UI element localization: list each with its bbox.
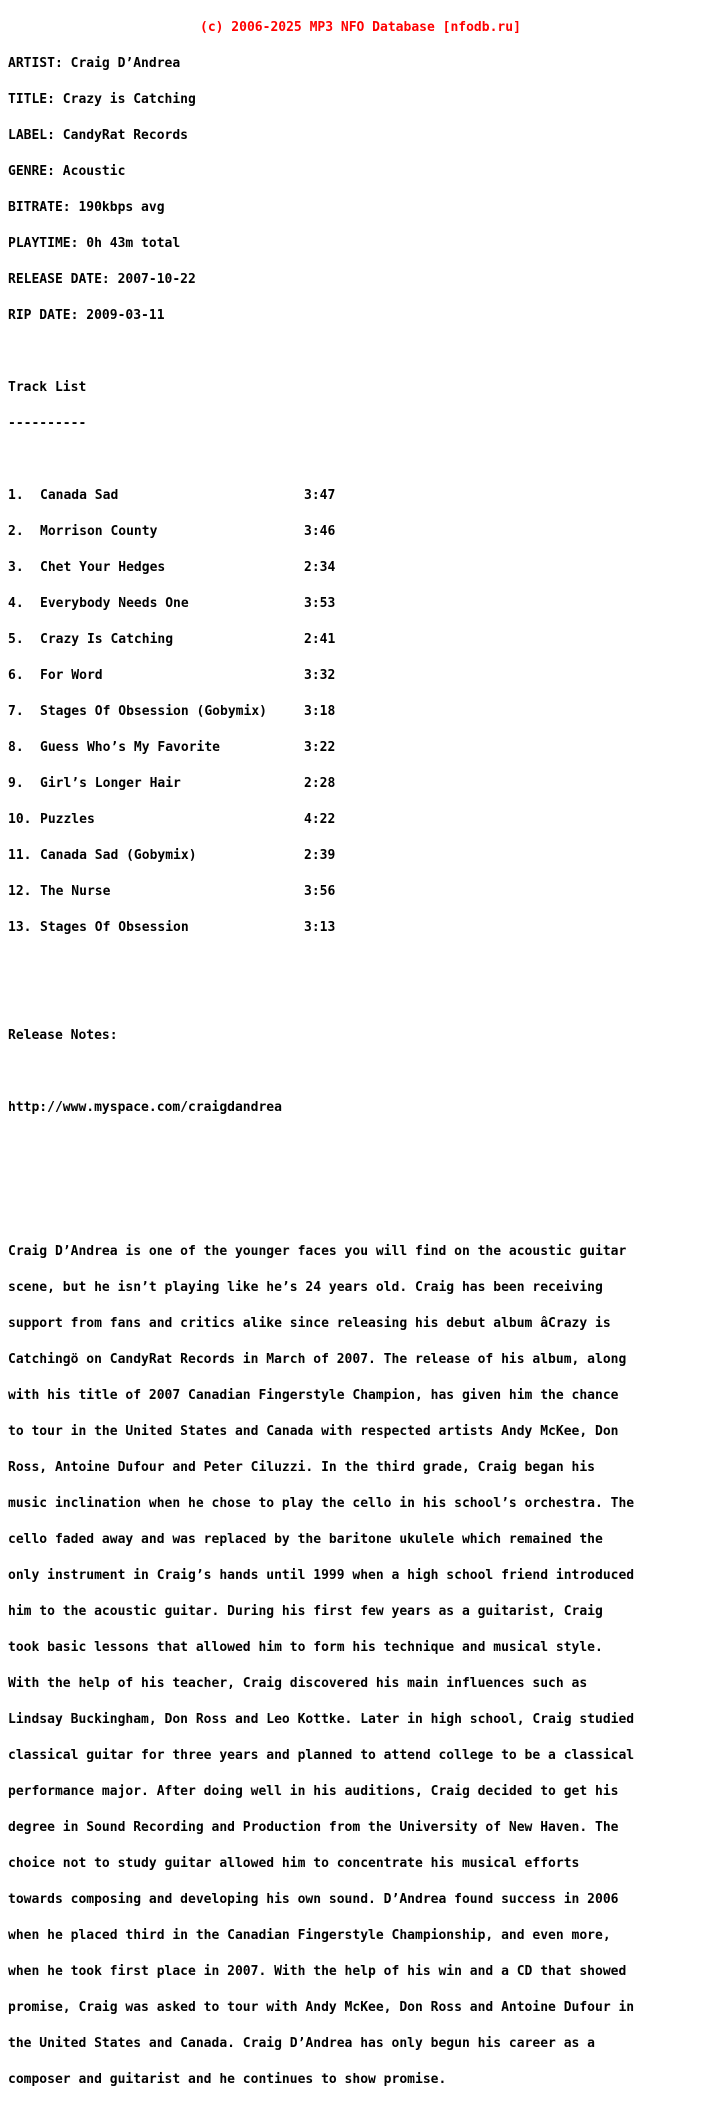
track-number: 4.	[8, 596, 24, 611]
paragraph-line: only instrument in Craig’s hands until 1999 when a high school friend introduced	[8, 1568, 635, 1583]
paragraph-line: him to the acoustic guitar. During his first few years as a guitarist, Craig	[8, 1604, 603, 1619]
blank-line	[8, 346, 634, 358]
paragraph-line: Catchingö on CandyRat Records in March of 2007. The release of his album, along	[8, 1352, 627, 1367]
track-number: 10.	[8, 812, 32, 827]
track-time: 2:28	[304, 776, 336, 791]
track-time: 3:47	[304, 488, 336, 503]
paragraph-line: scene, but he isn’t playing like he’s 24 years old. Craig has been receiving	[8, 1280, 603, 1295]
tracklist-underline: ----------	[8, 416, 87, 431]
info-playtime: PLAYTIME: 0h 43m total	[8, 236, 181, 251]
track-title: Guess Who’s My Favorite	[40, 740, 221, 755]
track-title: Puzzles	[40, 812, 95, 827]
track-title: Crazy Is Catching	[40, 632, 174, 647]
paragraph-line: promise, Craig was asked to tour with Andy McKee, Don Ross and Antoine Dufour in	[8, 2000, 635, 2015]
track-time: 2:39	[304, 848, 336, 863]
track-time: 2:34	[304, 560, 336, 575]
paragraph-line: performance major. After doing well in his auditions, Craig decided to get his	[8, 1784, 619, 1799]
track-title: Everybody Needs One	[40, 596, 189, 611]
track-number: 2.	[8, 524, 24, 539]
blank-line	[8, 1138, 634, 1150]
track-time: 2:41	[304, 632, 336, 647]
track-time: 3:53	[304, 596, 336, 611]
track-number: 6.	[8, 668, 24, 683]
track-row	[8, 922, 634, 934]
paragraph-line: composer and guitarist and he continues to show promise.	[8, 2072, 447, 2087]
paragraph-line: music inclination when he chose to play the cello in his school’s orchestra. The	[8, 1496, 635, 1511]
track-number: 12.	[8, 884, 32, 899]
track-row	[8, 778, 634, 790]
blank-line	[8, 994, 634, 1006]
myspace-link[interactable]: http://www.myspace.com/craigdandrea	[8, 1100, 282, 1115]
info-release-date: RELEASE DATE: 2007-10-22	[8, 272, 196, 287]
info-label: LABEL: CandyRat Records	[8, 128, 189, 143]
paragraph-line: with his title of 2007 Canadian Fingerstyle Champion, has given him the chance	[8, 1388, 619, 1403]
paragraph-line: when he placed third in the Canadian Fingerstyle Championship, and even more,	[8, 1928, 611, 1943]
track-time: 3:22	[304, 740, 336, 755]
paragraph-line: Craig D’Andrea is one of the younger faces you will find on the acoustic guitar	[8, 1244, 627, 1259]
paragraph-line: to tour in the United States and Canada with respected artists Andy McKee, Don	[8, 1424, 619, 1439]
track-title: Canada Sad (Gobymix)	[40, 848, 197, 863]
track-title: Chet Your Hedges	[40, 560, 166, 575]
tracklist	[8, 466, 634, 958]
track-title: Morrison County	[40, 524, 158, 539]
paragraph-line: towards composing and developing his own sound. D’Andrea found success in 2006	[8, 1892, 619, 1907]
track-number: 1.	[8, 488, 24, 503]
track-time: 4:22	[304, 812, 336, 827]
info-artist: ARTIST: Craig D’Andrea	[8, 56, 181, 71]
paragraph-line: classical guitar for three years and planned to attend college to be a classical	[8, 1748, 635, 1763]
track-time: 3:56	[304, 884, 336, 899]
track-title: Stages Of Obsession (Gobymix)	[40, 704, 267, 719]
paragraph-line: the United States and Canada. Craig D’Andrea has only begun his career as a	[8, 2036, 595, 2051]
track-row	[8, 670, 634, 682]
track-row	[8, 562, 634, 574]
paragraph-line: With the help of his teacher, Craig discovered his main influences such as	[8, 1676, 588, 1691]
track-number: 11.	[8, 848, 32, 863]
paragraph-line: degree in Sound Recording and Production from the University of New Haven. The	[8, 1820, 619, 1835]
track-row	[8, 850, 634, 862]
track-row	[8, 886, 634, 898]
track-row	[8, 706, 634, 718]
track-time: 3:32	[304, 668, 336, 683]
track-number: 5.	[8, 632, 24, 647]
track-row	[8, 490, 634, 502]
track-number: 8.	[8, 740, 24, 755]
track-time: 3:18	[304, 704, 336, 719]
blank-line	[8, 1174, 634, 1186]
blank-line	[8, 1066, 634, 1078]
track-number: 3.	[8, 560, 24, 575]
info-rip-date: RIP DATE: 2009-03-11	[8, 308, 165, 323]
info-bitrate: BITRATE: 190kbps avg	[8, 200, 165, 215]
track-title: Stages Of Obsession	[40, 920, 189, 935]
track-row	[8, 814, 634, 826]
paragraph-line: choice not to study guitar allowed him to concentrate his musical efforts	[8, 1856, 580, 1871]
release-notes-paragraph	[8, 1222, 634, 2110]
nfo-document	[8, 0, 634, 2122]
release-notes-heading: Release Notes:	[8, 1028, 118, 1043]
track-title: Girl’s Longer Hair	[40, 776, 181, 791]
paragraph-line: cello faded away and was replaced by the baritone ukulele which remained the	[8, 1532, 603, 1547]
track-row	[8, 634, 634, 646]
track-row	[8, 742, 634, 754]
track-time: 3:46	[304, 524, 336, 539]
paragraph-line: when he took first place in 2007. With the help of his win and a CD that showed	[8, 1964, 627, 1979]
track-number: 9.	[8, 776, 24, 791]
paragraph-line: support from fans and critics alike since releasing his debut album âCrazy is	[8, 1316, 611, 1331]
myspace-url	[8, 1102, 634, 1114]
track-title: The Nurse	[40, 884, 111, 899]
track-title: Canada Sad	[40, 488, 119, 503]
track-row	[8, 526, 634, 538]
paragraph-line: Ross, Antoine Dufour and Peter Ciluzzi. In the third grade, Craig began his	[8, 1460, 595, 1475]
track-title: For Word	[40, 668, 103, 683]
track-time: 3:13	[304, 920, 336, 935]
paragraph-line: Lindsay Buckingham, Don Ross and Leo Kottke. Later in high school, Craig studied	[8, 1712, 635, 1727]
nfodb-header: (c) 2006-2025 MP3 NFO Database [nfodb.ru]	[200, 20, 521, 35]
info-title: TITLE: Crazy is Catching	[8, 92, 196, 107]
track-number: 7.	[8, 704, 24, 719]
track-row	[8, 598, 634, 610]
track-number: 13.	[8, 920, 32, 935]
tracklist-heading: Track List	[8, 380, 87, 395]
paragraph-line: took basic lessons that allowed him to form his technique and musical style.	[8, 1640, 603, 1655]
info-genre: GENRE: Acoustic	[8, 164, 126, 179]
